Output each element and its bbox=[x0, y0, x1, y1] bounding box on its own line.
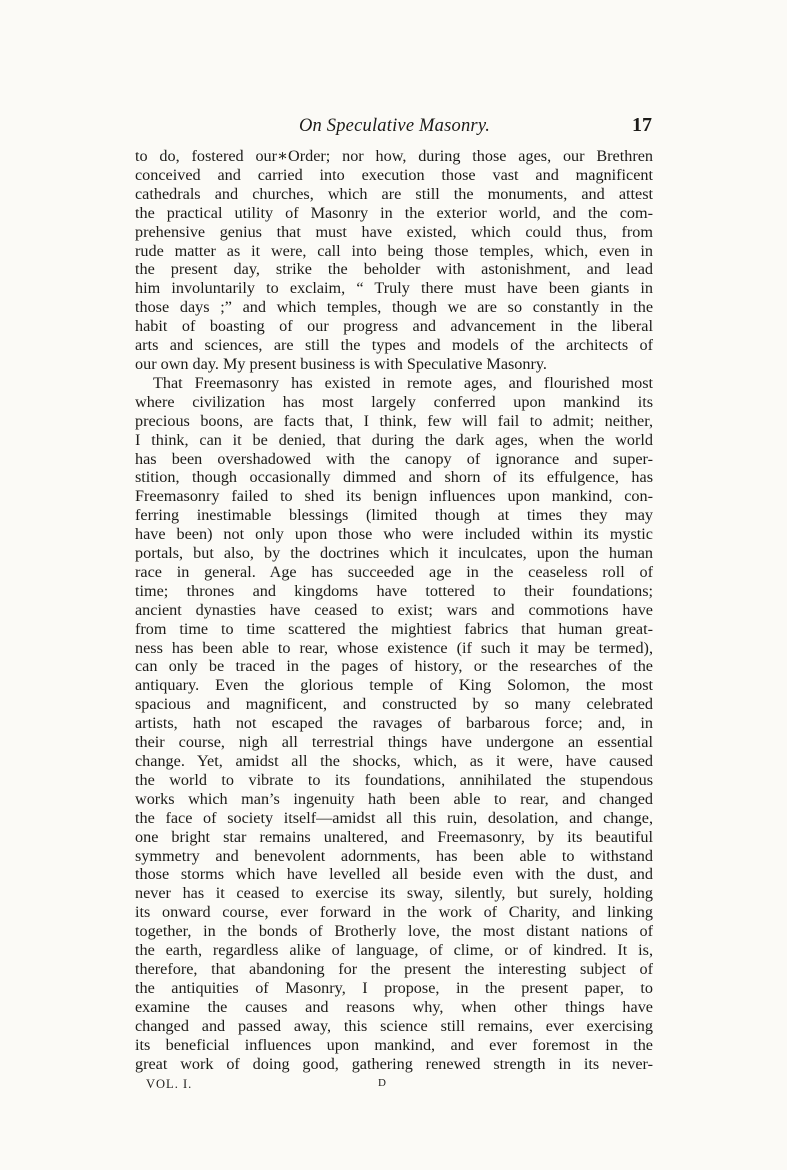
text-line: never has it ceased to exercise its sway, silently, but surely, holding bbox=[135, 884, 653, 903]
text-line: conceived and carried into execution those vast and magnificent bbox=[135, 165, 653, 184]
text-line: the present day, strike the beholder with astonishment, and lead bbox=[135, 260, 653, 279]
text-line: That Freemasonry has existed in remote ages, and flourished most bbox=[153, 373, 653, 392]
text-line: prehensive genius that must have existed, which could thus, from bbox=[135, 222, 653, 241]
text-line: the antiquities of Masonry, I propose, in the present paper, to bbox=[135, 978, 653, 997]
text-line: portals, but also, by the doctrines which it inculcates, upon the human bbox=[135, 544, 653, 563]
text-line: those days ;” and which temples, though we are so constantly in the bbox=[135, 298, 653, 317]
text-line: has been overshadowed with the canopy of ignorance and super- bbox=[135, 449, 653, 468]
text-line: Freemasonry failed to shed its benign influences upon mankind, con- bbox=[135, 487, 653, 506]
text-line: therefore, that abandoning for the present the interesting subject of bbox=[135, 959, 653, 978]
page-footer bbox=[146, 1077, 646, 1097]
text-line: ancient dynasties have ceased to exist; wars and commotions have bbox=[135, 600, 653, 619]
text-line: have been) not only upon those who were included within its mystic bbox=[135, 525, 653, 544]
text-line: great work of doing good, gathering renewed strength in its never- bbox=[135, 1054, 653, 1073]
text-line: ferring inestimable blessings (limited though at times they may bbox=[135, 506, 653, 525]
signature-mark: D bbox=[378, 1077, 387, 1089]
text-line: the world to vibrate to its foundations, annihilated the stupendous bbox=[135, 770, 653, 789]
text-line: changed and passed away, this science still remains, ever exercising bbox=[135, 1016, 653, 1035]
text-line: I think, can it be denied, that during the dark ages, when the world bbox=[135, 430, 653, 449]
volume-label: VOL. I. bbox=[146, 1077, 193, 1091]
text-line: precious boons, are facts that, I think, few will fail to admit; neither, bbox=[135, 411, 653, 430]
text-line: examine the causes and reasons why, when other things have bbox=[135, 997, 653, 1016]
page-header bbox=[137, 112, 652, 140]
running-title: On Speculative Masonry. bbox=[298, 116, 491, 136]
text-line: cathedrals and churches, which are still the monuments, and attest bbox=[135, 184, 653, 203]
text-line: symmetry and benevolent adornments, has been able to withstand bbox=[135, 846, 653, 865]
text-line: arts and sciences, are still the types and models of the architects of bbox=[135, 336, 653, 355]
text-line: its onward course, ever forward in the work of Charity, and linking bbox=[135, 903, 653, 922]
text-line: our own day. My present business is with Speculative Masonry. bbox=[135, 354, 547, 373]
text-line: habit of boasting of our progress and advancement in the liberal bbox=[135, 317, 653, 336]
text-line: can only be traced in the pages of history, or the researches of the bbox=[135, 657, 653, 676]
text-line: ness has been able to rear, whose existence (if such it may be termed), bbox=[135, 638, 653, 657]
text-line: spacious and magnificent, and constructed by so many celebrated bbox=[135, 695, 653, 714]
text-line: works which man’s ingenuity hath been able to rear, and changed bbox=[135, 789, 653, 808]
text-line: him involuntarily to exclaim, “ Truly there must have been giants in bbox=[135, 279, 653, 298]
text-line: change. Yet, amidst all the shocks, which, as it were, have caused bbox=[135, 752, 653, 770]
text-line: those storms which have levelled all beside even with the dust, and bbox=[135, 865, 653, 884]
body-text bbox=[135, 147, 653, 1073]
text-line: the practical utility of Masonry in the exterior world, and the com- bbox=[135, 203, 653, 222]
text-line: artists, hath not escaped the ravages of barbarous force; and, in bbox=[135, 714, 653, 733]
text-line: rude matter as it were, call into being those temples, which, even in bbox=[135, 241, 653, 260]
text-line: race in general. Age has succeeded age in the ceaseless roll of bbox=[135, 562, 653, 581]
text-line: where civilization has most largely conferred upon mankind its bbox=[135, 392, 653, 411]
page-number: 17 bbox=[632, 114, 652, 136]
text-line: time; thrones and kingdoms have tottered to their foundations; bbox=[135, 581, 653, 600]
text-line: antiquary. Even the glorious temple of King Solomon, the most bbox=[135, 676, 653, 695]
text-line: stition, though occasionally dimmed and shorn of its effulgence, has bbox=[135, 468, 653, 487]
text-line: from time to time scattered the mightiest fabrics that human great- bbox=[135, 619, 653, 638]
text-line: their course, nigh all terrestrial things have undergone an essential bbox=[135, 733, 653, 752]
text-line: the face of society itself—amidst all this ruin, desolation, and change, bbox=[135, 808, 653, 827]
text-line: the earth, regardless alike of language, of clime, or of kindred. It is, bbox=[135, 941, 653, 960]
text-line: together, in the bonds of Brotherly love, the most distant nations of bbox=[135, 922, 653, 941]
text-line: to do, fostered our∗Order; nor how, during those ages, our Brethren bbox=[135, 147, 653, 165]
text-line: its beneficial influences upon mankind, and ever foremost in the bbox=[135, 1035, 653, 1054]
text-line: one bright star remains unaltered, and Freemasonry, by its beautiful bbox=[135, 827, 653, 846]
